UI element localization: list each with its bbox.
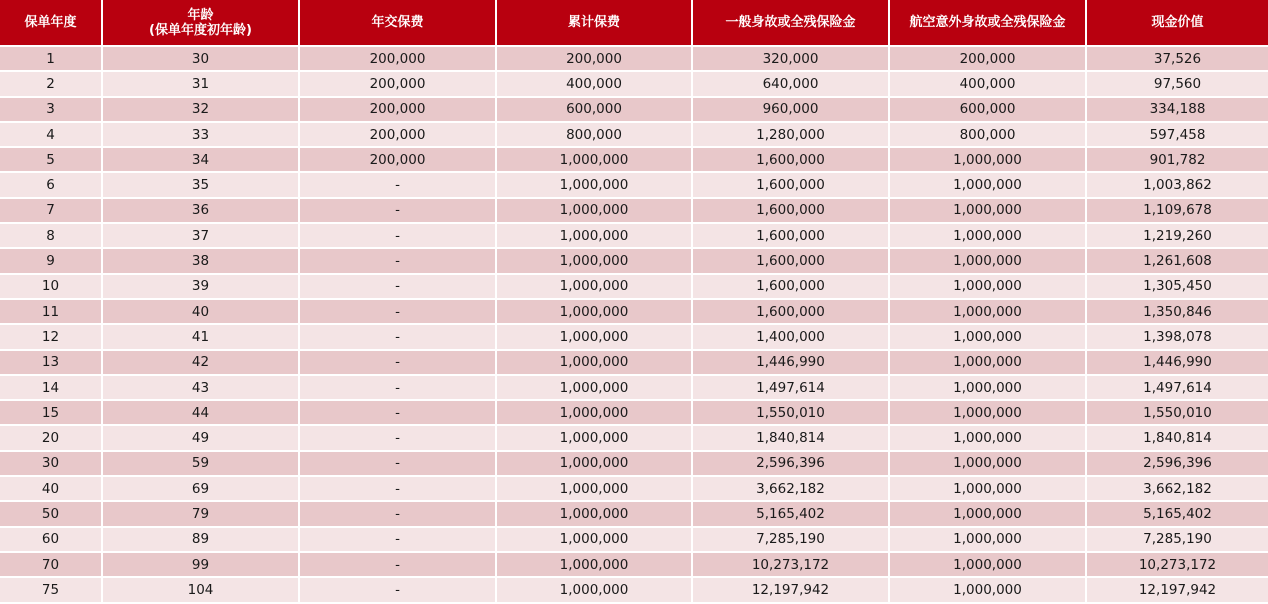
table-row xyxy=(0,401,1268,426)
cell-annual-premium: - xyxy=(300,224,497,249)
cell-aviation-accident-death-benefit: 1,000,000 xyxy=(890,401,1087,426)
cell-annual-premium: 200,000 xyxy=(300,98,497,123)
cell-cumulative-premium: 1,000,000 xyxy=(497,477,693,502)
cell-age: 44 xyxy=(103,401,300,426)
cell-cumulative-premium: 600,000 xyxy=(497,98,693,123)
cell-aviation-accident-death-benefit: 600,000 xyxy=(890,98,1087,123)
table-row xyxy=(0,477,1268,502)
cell-cumulative-premium: 1,000,000 xyxy=(497,148,693,173)
cell-aviation-accident-death-benefit: 1,000,000 xyxy=(890,199,1087,224)
cell-policy-year: 10 xyxy=(0,275,103,300)
cell-annual-premium: - xyxy=(300,528,497,553)
column-header-general-death-benefit xyxy=(693,0,890,47)
table-row xyxy=(0,123,1268,148)
cell-aviation-accident-death-benefit: 1,000,000 xyxy=(890,224,1087,249)
cell-policy-year: 1 xyxy=(0,47,103,72)
table-row xyxy=(0,502,1268,527)
cell-policy-year: 8 xyxy=(0,224,103,249)
cell-general-death-benefit: 1,600,000 xyxy=(693,300,890,325)
cell-age: 35 xyxy=(103,173,300,198)
cell-general-death-benefit: 1,600,000 xyxy=(693,173,890,198)
cell-general-death-benefit: 1,840,814 xyxy=(693,426,890,451)
table-row xyxy=(0,426,1268,451)
cell-general-death-benefit: 7,285,190 xyxy=(693,528,890,553)
table-row xyxy=(0,578,1268,603)
cell-cumulative-premium: 1,000,000 xyxy=(497,553,693,578)
cell-cumulative-premium: 1,000,000 xyxy=(497,173,693,198)
table-row xyxy=(0,72,1268,97)
cell-cumulative-premium: 1,000,000 xyxy=(497,426,693,451)
column-header-age xyxy=(103,0,300,47)
cell-policy-year: 15 xyxy=(0,401,103,426)
cell-general-death-benefit: 1,550,010 xyxy=(693,401,890,426)
cell-annual-premium: - xyxy=(300,578,497,603)
cell-cumulative-premium: 800,000 xyxy=(497,123,693,148)
cell-aviation-accident-death-benefit: 1,000,000 xyxy=(890,553,1087,578)
cell-age: 36 xyxy=(103,199,300,224)
cell-general-death-benefit: 1,280,000 xyxy=(693,123,890,148)
cell-annual-premium: - xyxy=(300,351,497,376)
table-row xyxy=(0,325,1268,350)
cell-age: 33 xyxy=(103,123,300,148)
cell-policy-year: 13 xyxy=(0,351,103,376)
cell-annual-premium: 200,000 xyxy=(300,148,497,173)
column-header-label: 一般身故或全残保险金 xyxy=(725,15,856,30)
cell-age: 39 xyxy=(103,275,300,300)
cell-cash-value: 97,560 xyxy=(1087,72,1268,97)
cell-aviation-accident-death-benefit: 1,000,000 xyxy=(890,376,1087,401)
cell-policy-year: 30 xyxy=(0,452,103,477)
cell-aviation-accident-death-benefit: 1,000,000 xyxy=(890,173,1087,198)
cell-cash-value: 1,109,678 xyxy=(1087,199,1268,224)
column-header-label: 累计保费 xyxy=(567,15,620,30)
cell-policy-year: 7 xyxy=(0,199,103,224)
cell-general-death-benefit: 5,165,402 xyxy=(693,502,890,527)
cell-policy-year: 11 xyxy=(0,300,103,325)
cell-aviation-accident-death-benefit: 800,000 xyxy=(890,123,1087,148)
column-header-label: 年龄 xyxy=(187,7,214,23)
cell-policy-year: 3 xyxy=(0,98,103,123)
cell-annual-premium: - xyxy=(300,553,497,578)
table-row xyxy=(0,452,1268,477)
table-row xyxy=(0,275,1268,300)
cell-cash-value: 2,596,396 xyxy=(1087,452,1268,477)
cell-cash-value: 5,165,402 xyxy=(1087,502,1268,527)
cell-annual-premium: - xyxy=(300,300,497,325)
cell-cash-value: 3,662,182 xyxy=(1087,477,1268,502)
column-header-cumulative-premium xyxy=(497,0,693,47)
column-header-annual-premium xyxy=(300,0,497,47)
cell-age: 40 xyxy=(103,300,300,325)
cell-annual-premium: 200,000 xyxy=(300,47,497,72)
cell-cash-value: 1,219,260 xyxy=(1087,224,1268,249)
table-row xyxy=(0,199,1268,224)
cell-policy-year: 40 xyxy=(0,477,103,502)
cell-policy-year: 5 xyxy=(0,148,103,173)
table-body xyxy=(0,47,1268,604)
cell-aviation-accident-death-benefit: 1,000,000 xyxy=(890,477,1087,502)
cell-annual-premium: 200,000 xyxy=(300,72,497,97)
column-header-cash-value xyxy=(1087,0,1268,47)
cell-policy-year: 6 xyxy=(0,173,103,198)
column-header-aviation-accident-death-benefit xyxy=(890,0,1087,47)
cell-general-death-benefit: 1,497,614 xyxy=(693,376,890,401)
cell-general-death-benefit: 1,446,990 xyxy=(693,351,890,376)
cell-age: 34 xyxy=(103,148,300,173)
cell-cash-value: 12,197,942 xyxy=(1087,578,1268,603)
cell-policy-year: 50 xyxy=(0,502,103,527)
table-header xyxy=(0,0,1268,47)
cell-general-death-benefit: 3,662,182 xyxy=(693,477,890,502)
table-row xyxy=(0,553,1268,578)
cell-cumulative-premium: 1,000,000 xyxy=(497,224,693,249)
cell-cumulative-premium: 1,000,000 xyxy=(497,578,693,603)
cell-cumulative-premium: 200,000 xyxy=(497,47,693,72)
table-row xyxy=(0,376,1268,401)
cell-general-death-benefit: 640,000 xyxy=(693,72,890,97)
cell-age: 49 xyxy=(103,426,300,451)
table-row xyxy=(0,47,1268,72)
cell-cash-value: 37,526 xyxy=(1087,47,1268,72)
column-header-label: (保单年度初年龄) xyxy=(149,22,252,38)
cell-policy-year: 20 xyxy=(0,426,103,451)
cell-aviation-accident-death-benefit: 1,000,000 xyxy=(890,148,1087,173)
column-header-label: 保单年度 xyxy=(24,15,77,30)
cell-aviation-accident-death-benefit: 1,000,000 xyxy=(890,426,1087,451)
cell-cumulative-premium: 1,000,000 xyxy=(497,502,693,527)
cell-age: 32 xyxy=(103,98,300,123)
cell-aviation-accident-death-benefit: 1,000,000 xyxy=(890,275,1087,300)
cell-cash-value: 1,003,862 xyxy=(1087,173,1268,198)
cell-aviation-accident-death-benefit: 1,000,000 xyxy=(890,528,1087,553)
cell-cash-value: 1,840,814 xyxy=(1087,426,1268,451)
table-row xyxy=(0,224,1268,249)
cell-age: 38 xyxy=(103,249,300,274)
cell-cash-value: 1,497,614 xyxy=(1087,376,1268,401)
table-row xyxy=(0,249,1268,274)
table-row xyxy=(0,300,1268,325)
cell-aviation-accident-death-benefit: 1,000,000 xyxy=(890,351,1087,376)
cell-annual-premium: - xyxy=(300,275,497,300)
cell-cumulative-premium: 1,000,000 xyxy=(497,199,693,224)
cell-age: 42 xyxy=(103,351,300,376)
table-row xyxy=(0,98,1268,123)
table-row xyxy=(0,173,1268,198)
cell-age: 37 xyxy=(103,224,300,249)
cell-cash-value: 597,458 xyxy=(1087,123,1268,148)
cell-aviation-accident-death-benefit: 1,000,000 xyxy=(890,452,1087,477)
cell-cash-value: 901,782 xyxy=(1087,148,1268,173)
cell-policy-year: 70 xyxy=(0,553,103,578)
cell-aviation-accident-death-benefit: 1,000,000 xyxy=(890,249,1087,274)
column-header-label: 年交保费 xyxy=(371,15,424,30)
cell-general-death-benefit: 320,000 xyxy=(693,47,890,72)
cell-aviation-accident-death-benefit: 200,000 xyxy=(890,47,1087,72)
cell-policy-year: 75 xyxy=(0,578,103,603)
cell-annual-premium: 200,000 xyxy=(300,123,497,148)
cell-age: 89 xyxy=(103,528,300,553)
cell-aviation-accident-death-benefit: 1,000,000 xyxy=(890,578,1087,603)
cell-cash-value: 1,398,078 xyxy=(1087,325,1268,350)
cell-general-death-benefit: 1,600,000 xyxy=(693,275,890,300)
cell-cash-value: 1,446,990 xyxy=(1087,351,1268,376)
cell-age: 41 xyxy=(103,325,300,350)
cell-policy-year: 2 xyxy=(0,72,103,97)
cell-cumulative-premium: 1,000,000 xyxy=(497,300,693,325)
cell-annual-premium: - xyxy=(300,401,497,426)
cell-annual-premium: - xyxy=(300,502,497,527)
cell-aviation-accident-death-benefit: 1,000,000 xyxy=(890,300,1087,325)
cell-general-death-benefit: 12,197,942 xyxy=(693,578,890,603)
cell-annual-premium: - xyxy=(300,376,497,401)
cell-cumulative-premium: 1,000,000 xyxy=(497,401,693,426)
cell-annual-premium: - xyxy=(300,249,497,274)
cell-age: 43 xyxy=(103,376,300,401)
cell-aviation-accident-death-benefit: 1,000,000 xyxy=(890,502,1087,527)
cell-age: 69 xyxy=(103,477,300,502)
cell-cumulative-premium: 400,000 xyxy=(497,72,693,97)
cell-annual-premium: - xyxy=(300,325,497,350)
cell-annual-premium: - xyxy=(300,452,497,477)
cell-general-death-benefit: 1,400,000 xyxy=(693,325,890,350)
cell-cumulative-premium: 1,000,000 xyxy=(497,249,693,274)
cell-age: 59 xyxy=(103,452,300,477)
cell-cumulative-premium: 1,000,000 xyxy=(497,452,693,477)
column-header-label: 现金价值 xyxy=(1151,15,1204,30)
cell-policy-year: 9 xyxy=(0,249,103,274)
cell-cash-value: 334,188 xyxy=(1087,98,1268,123)
table-row xyxy=(0,528,1268,553)
table-row xyxy=(0,351,1268,376)
cell-general-death-benefit: 1,600,000 xyxy=(693,224,890,249)
cell-age: 30 xyxy=(103,47,300,72)
cell-cumulative-premium: 1,000,000 xyxy=(497,376,693,401)
cell-general-death-benefit: 1,600,000 xyxy=(693,249,890,274)
cell-age: 79 xyxy=(103,502,300,527)
cell-annual-premium: - xyxy=(300,426,497,451)
header-row xyxy=(0,0,1268,47)
cell-general-death-benefit: 2,596,396 xyxy=(693,452,890,477)
table-row xyxy=(0,148,1268,173)
cell-cumulative-premium: 1,000,000 xyxy=(497,528,693,553)
cell-annual-premium: - xyxy=(300,199,497,224)
cell-aviation-accident-death-benefit: 1,000,000 xyxy=(890,325,1087,350)
cell-annual-premium: - xyxy=(300,173,497,198)
cell-cash-value: 7,285,190 xyxy=(1087,528,1268,553)
cell-age: 104 xyxy=(103,578,300,603)
cell-cumulative-premium: 1,000,000 xyxy=(497,351,693,376)
cell-aviation-accident-death-benefit: 400,000 xyxy=(890,72,1087,97)
cell-general-death-benefit: 1,600,000 xyxy=(693,199,890,224)
column-header-policy-year xyxy=(0,0,103,47)
cell-policy-year: 4 xyxy=(0,123,103,148)
cell-cash-value: 10,273,172 xyxy=(1087,553,1268,578)
cell-cumulative-premium: 1,000,000 xyxy=(497,275,693,300)
cell-general-death-benefit: 1,600,000 xyxy=(693,148,890,173)
cell-annual-premium: - xyxy=(300,477,497,502)
cell-general-death-benefit: 960,000 xyxy=(693,98,890,123)
cell-policy-year: 60 xyxy=(0,528,103,553)
cell-cash-value: 1,261,608 xyxy=(1087,249,1268,274)
cell-policy-year: 14 xyxy=(0,376,103,401)
cell-cumulative-premium: 1,000,000 xyxy=(497,325,693,350)
cell-policy-year: 12 xyxy=(0,325,103,350)
cell-cash-value: 1,350,846 xyxy=(1087,300,1268,325)
cell-general-death-benefit: 10,273,172 xyxy=(693,553,890,578)
column-header-label: 航空意外身故或全残保险金 xyxy=(909,15,1066,30)
cell-age: 31 xyxy=(103,72,300,97)
cell-cash-value: 1,550,010 xyxy=(1087,401,1268,426)
cell-cash-value: 1,305,450 xyxy=(1087,275,1268,300)
cell-age: 99 xyxy=(103,553,300,578)
